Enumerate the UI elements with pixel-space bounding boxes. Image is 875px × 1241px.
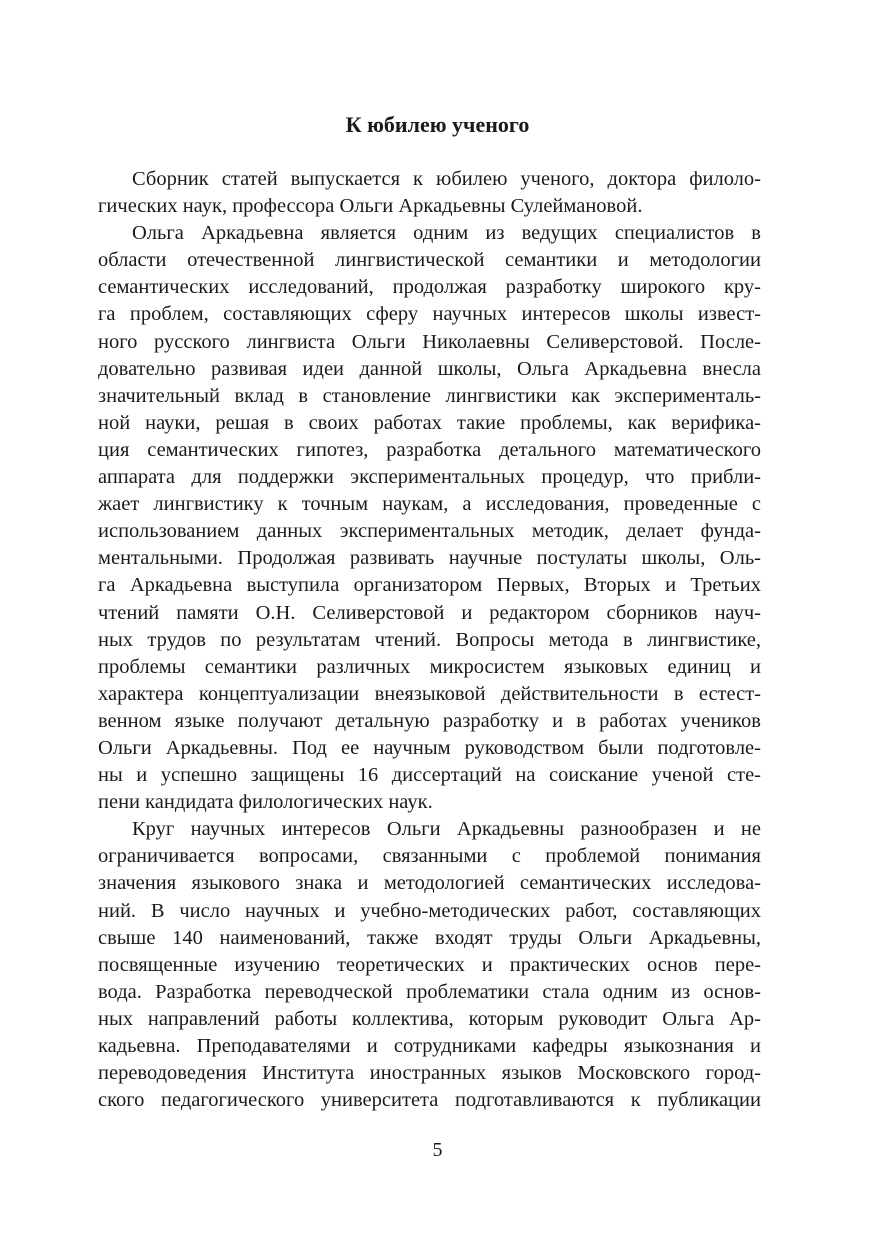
text-line: пени кандидата филологических наук. — [98, 791, 433, 814]
text-line: значения языкового знака и методологией семантических исследова- — [98, 872, 761, 895]
text-line: вода. Разработка переводческой проблематики стала одним из основ- — [98, 980, 761, 1003]
text-line: Ольга Аркадьевна является одним из ведущих специалистов в — [132, 222, 761, 245]
text-line: га Аркадьевна выступила организатором Первых, Вторых и Третьих — [98, 574, 761, 597]
text-line: ных направлений работы коллектива, которым руководит Ольга Ар- — [98, 1007, 761, 1030]
text-line: Ольги Аркадьевны. Под ее научным руководством были подготовле- — [98, 736, 761, 759]
text-line: посвященные изучению теоретических и практических основ пере- — [98, 953, 761, 976]
text-line: значительный вклад в становление лингвистики как эксперименталь- — [98, 384, 761, 407]
text-line: ского педагогического университета подготавливаются к публикации — [98, 1089, 761, 1112]
text-line: аппарата для поддержки экспериментальных процедур, что прибли- — [98, 466, 761, 489]
text-line: ных трудов по результатам чтений. Вопросы метода в лингвистике, — [98, 628, 761, 651]
body-text — [98, 166, 761, 1114]
text-line: области отечественной лингвистической семантики и методологии — [98, 249, 761, 272]
text-line: ция семантических гипотез, разработка детального математического — [98, 438, 761, 461]
text-line: ментальными. Продолжая развивать научные постулаты школы, Оль- — [98, 547, 761, 570]
paragraph-1 — [98, 166, 761, 220]
text-line: га проблем, составляющих сферу научных интересов школы извест- — [98, 303, 761, 326]
text-line: ной науки, решая в своих работах такие проблемы, как верифика- — [98, 411, 761, 434]
text-line: венном языке получают детальную разработку и в работах учеников — [98, 709, 761, 732]
text-line: гических наук, профессора Ольги Аркадьевны Сулеймановой. — [98, 195, 643, 218]
text-line: Круг научных интересов Ольги Аркадьевны разнообразен и не — [132, 818, 761, 841]
text-line: использованием данных экспериментальных методик, делает фунда- — [98, 520, 761, 543]
text-line: чтений памяти О.Н. Селиверстовой и редактором сборников науч- — [98, 601, 761, 624]
paragraph-2 — [98, 220, 761, 816]
page-title: К юбилею ученого — [345, 112, 530, 137]
page-number: 5 — [432, 1139, 443, 1161]
text-line: ний. В число научных и учебно-методических работ, составляющих — [98, 899, 761, 922]
text-line: семантических исследований, продолжая разработку широкого кру- — [98, 276, 761, 299]
text-line: ны и успешно защищены 16 диссертаций на соискание ученой сте- — [98, 764, 761, 787]
text-line: свыше 140 наименований, также входят труды Ольги Аркадьевны, — [98, 926, 761, 949]
text-line: характера концептуализации внеязыковой действительности в естест- — [98, 682, 761, 705]
text-line: переводоведения Института иностранных языков Московского город- — [98, 1062, 761, 1085]
text-line: ограничивается вопросами, связанными с проблемой понимания — [98, 845, 761, 868]
text-line: жает лингвистику к точным наукам, а исследования, проведенные с — [98, 493, 761, 516]
text-line: довательно развивая идеи данной школы, Ольга Аркадьевна внесла — [98, 357, 761, 380]
paragraph-3 — [98, 816, 761, 1114]
text-line: кадьевна. Преподавателями и сотрудниками кафедры языкознания и — [98, 1035, 761, 1057]
text-line: проблемы семантики различных микросистем языковых единиц и — [98, 655, 761, 678]
text-line: ного русского лингвиста Ольги Николаевны Селиверстовой. После- — [98, 330, 761, 353]
text-line: Сборник статей выпускается к юбилею ученого, доктора филоло- — [132, 168, 761, 190]
